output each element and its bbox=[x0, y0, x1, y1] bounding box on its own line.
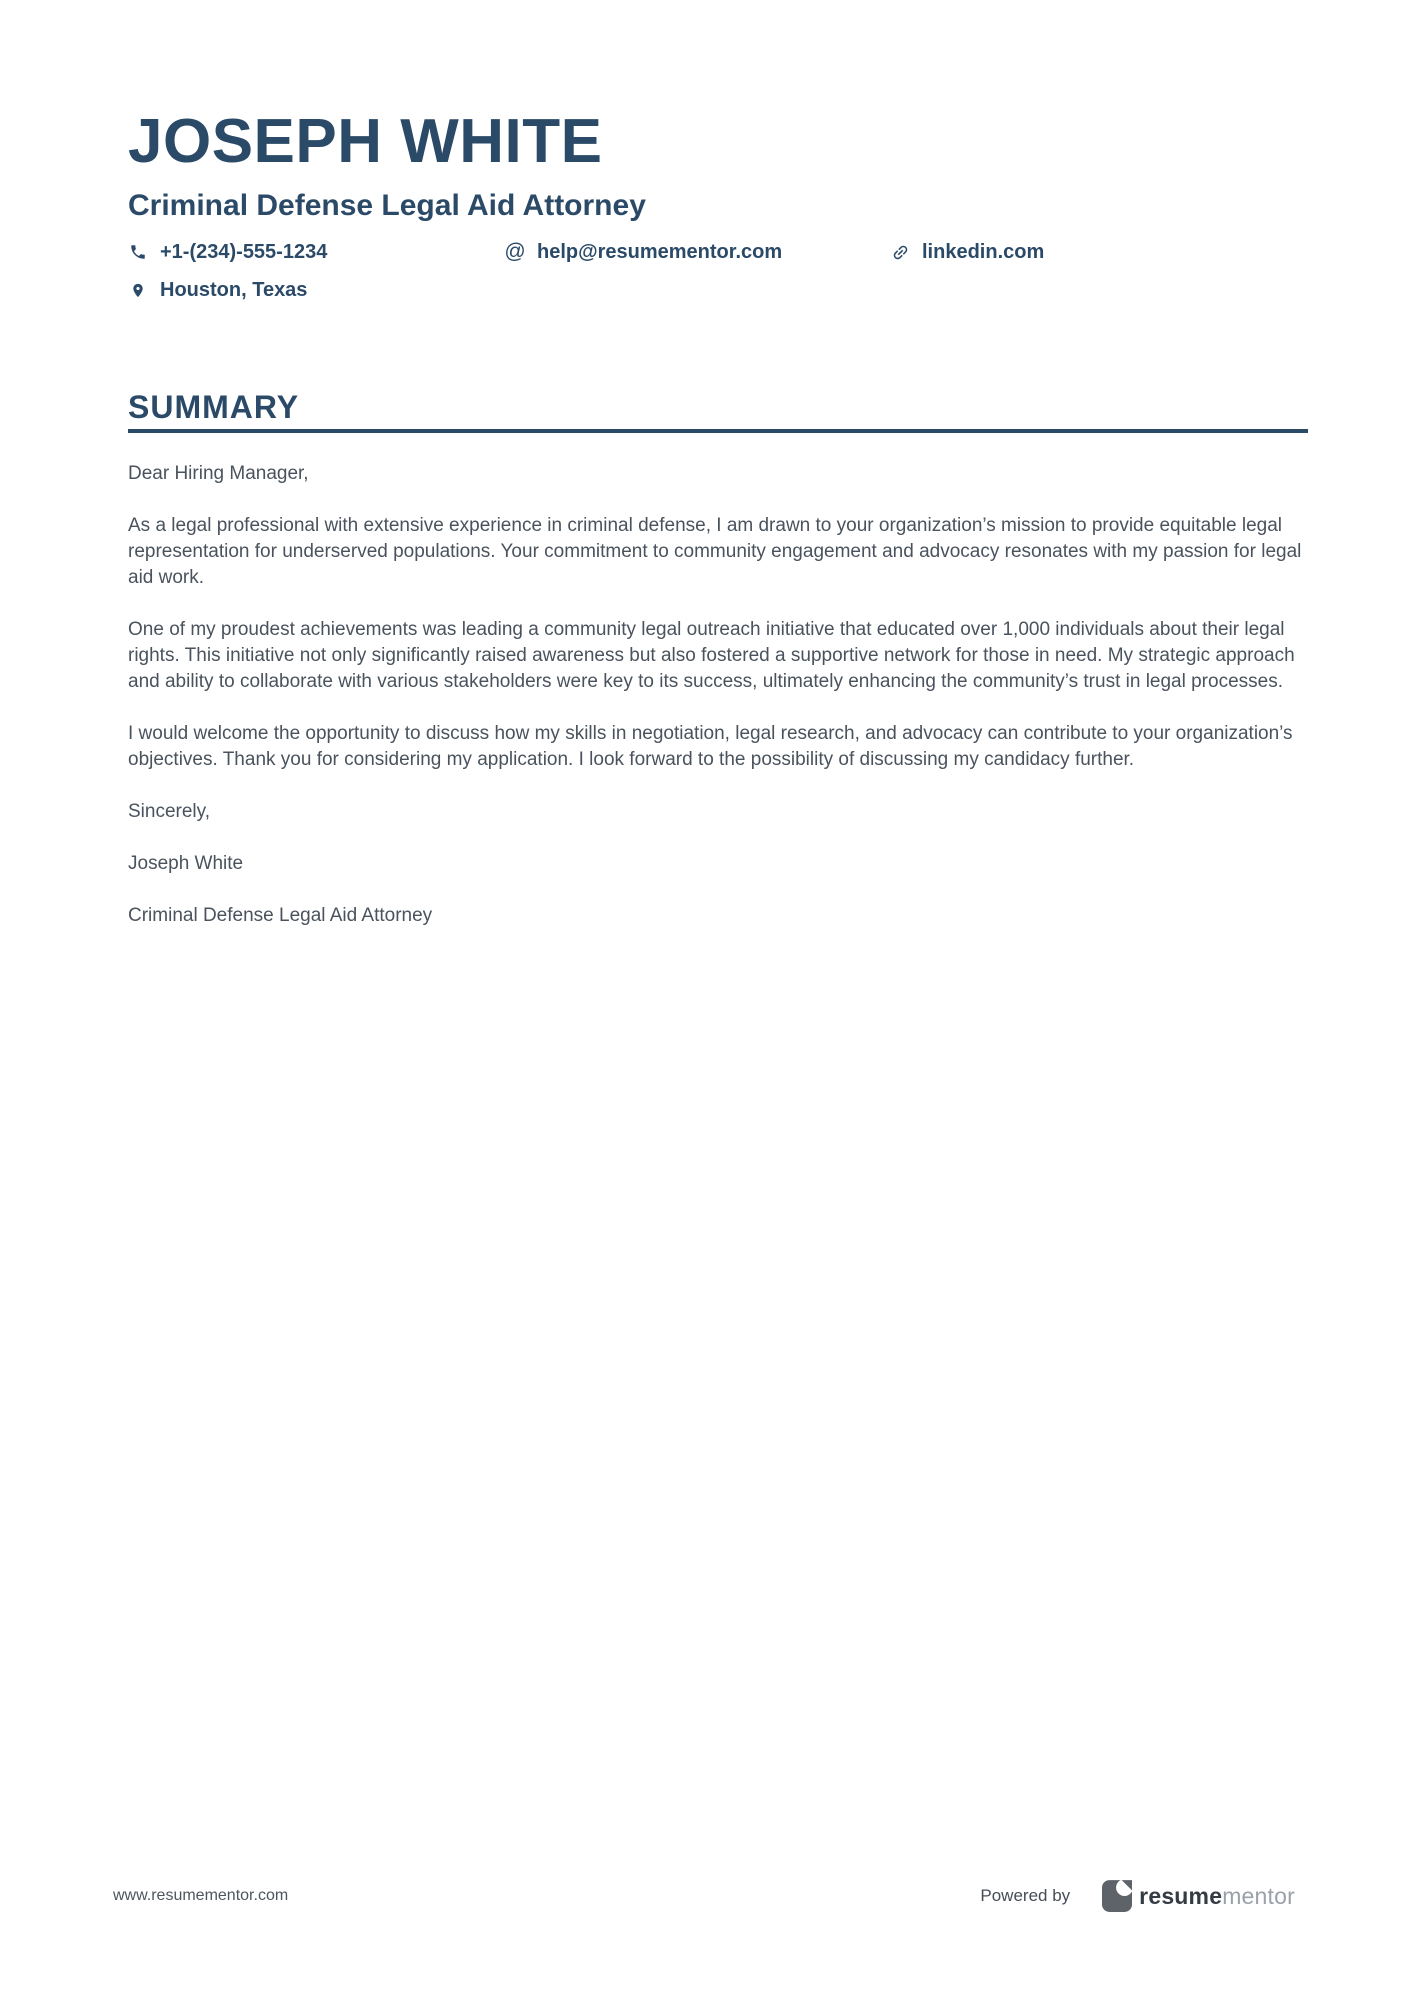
section-heading: SUMMARY bbox=[128, 389, 300, 425]
letter-content bbox=[0, 0, 1410, 929]
location-pin-icon bbox=[128, 280, 148, 300]
signature-title: Criminal Defense Legal Aid Attorney bbox=[128, 905, 433, 926]
contact-info bbox=[128, 240, 1308, 302]
footer-website-link[interactable]: www.resumementor.com bbox=[113, 1887, 289, 1904]
powered-by bbox=[980, 1880, 1295, 1912]
signature-name: Joseph White bbox=[128, 853, 244, 874]
letter-body bbox=[128, 461, 1308, 929]
brand-light: mentor bbox=[1222, 1883, 1295, 1909]
resumementor-brand-link[interactable] bbox=[1102, 1880, 1295, 1912]
at-icon: @ bbox=[504, 240, 526, 263]
paragraph: I would welcome the opportunity to discuss how my skills in negotiation, legal research, and advocacy can contribute to your organization’s objectives. Thank you for considering my application. I look forward to the possibility of discussing my candidacy further. bbox=[128, 723, 1293, 770]
phone-number: +1-(234)-555-1234 bbox=[160, 241, 328, 263]
powered-by-label: Powered by bbox=[980, 1886, 1071, 1905]
location-text: Houston, Texas bbox=[160, 279, 308, 301]
contact-linkedin[interactable] bbox=[890, 240, 1308, 264]
contact-email[interactable] bbox=[505, 240, 890, 264]
brand-text bbox=[1139, 1883, 1295, 1909]
brand-bold: resume bbox=[1139, 1883, 1223, 1909]
email-address: help@resumementor.com bbox=[537, 241, 783, 263]
linkedin-url: linkedin.com bbox=[922, 241, 1045, 263]
phone-icon bbox=[128, 242, 148, 262]
link-icon bbox=[890, 242, 910, 262]
closing: Sincerely, bbox=[128, 801, 211, 822]
summary-section bbox=[128, 387, 1308, 929]
salutation: Dear Hiring Manager, bbox=[128, 463, 309, 484]
person-name: JOSEPH WHITE bbox=[128, 107, 603, 176]
job-title: Criminal Defense Legal Aid Attorney bbox=[128, 189, 646, 222]
paragraph: One of my proudest achievements was leading a community legal outreach initiative that educated over 1,000 individuals about their legal rights. This initiative not only significantly raised awareness but also fostered a supportive network for those in need. My strategic approach and ability to collaborate with various stakeholders were key to its success, ultimately enhancing the community’s trust in legal processes. bbox=[128, 619, 1295, 692]
resumementor-logo-icon bbox=[1102, 1880, 1132, 1912]
paragraph: As a legal professional with extensive experience in criminal defense, I am drawn to your organization’s mission to provide equitable legal representation for underserved populations. Your commitment to community engagement and advocacy resonates with my passion for legal aid work. bbox=[128, 515, 1302, 588]
contact-phone[interactable] bbox=[128, 240, 505, 264]
section-divider bbox=[128, 429, 1308, 433]
contact-location bbox=[128, 278, 505, 302]
page-footer bbox=[113, 1880, 1295, 1912]
